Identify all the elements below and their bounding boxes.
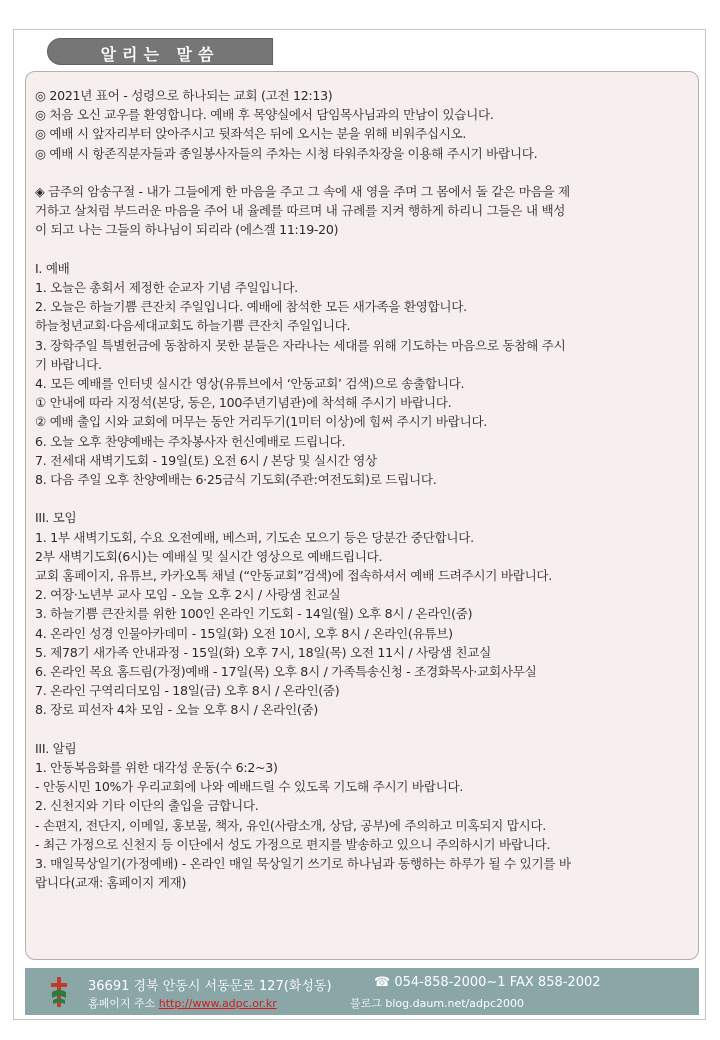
page-title: 알리는 말씀 bbox=[100, 45, 220, 64]
announcement-line: 1. 1부 새벽기도회, 수요 오전예배, 베스퍼, 기도손 모으기 등은 당분간 중단합니다. bbox=[35, 529, 474, 545]
announcement-line: 2부 새벽기도회(6시)는 예배실 및 실시간 영상으로 예배드립니다. bbox=[35, 548, 383, 564]
announcement-line: 2. 신천지와 기타 이단의 출입을 금합니다. bbox=[35, 798, 259, 814]
blank-line bbox=[35, 720, 692, 739]
announcement-line: 랍니다(교재: 홈페이지 게재) bbox=[35, 875, 187, 891]
announcement-line: 6. 온라인 목요 홈드림(가정)예배 - 17일(목) 오후 8시 / 가족특송신청 - 조경화목사·교회사무실 bbox=[35, 664, 537, 680]
announcement-line: 기 바랍니다. bbox=[35, 356, 102, 372]
footer-phone: ☎ 054-858-2000~1 FAX 858-2002 bbox=[374, 975, 601, 990]
announcement-line: III. 모임 bbox=[35, 510, 77, 526]
announcement-line: ◎ 예배 시 항존직분자들과 종일봉사자들의 주차는 시청 타워주차장을 이용해 주시기 바랍니다. bbox=[35, 145, 538, 161]
announcement-line: 하늘청년교회·다음세대교회도 하늘기쁨 큰잔치 주일입니다. bbox=[35, 318, 351, 334]
church-logo-icon bbox=[49, 976, 69, 1008]
announcement-line: ◎ 예배 시 앞자리부터 앉아주시고 뒷좌석은 뒤에 오시는 분을 위해 비워주십시오. bbox=[35, 126, 467, 142]
announcement-line: I. 예배 bbox=[35, 260, 70, 276]
announcement-line: ① 안내에 따라 지정석(본당, 동은, 100주년기념관)에 착석해 주시기 바랍니다. bbox=[35, 395, 452, 411]
announcement-line: 7. 전세대 새벽기도회 - 19일(토) 오전 6시 / 본당 및 실시간 영상 bbox=[35, 452, 377, 468]
announcement-line: - 최근 가정으로 신천지 등 이단에서 성도 가정으로 편지를 발송하고 있으니 주의하시기 바랍니다. bbox=[35, 836, 551, 852]
announcement-line: 교회 홈페이지, 유튜브, 카카오톡 채널 (“안동교회”검색)에 접속하셔서 예배 드려주시기 바랍니다. bbox=[35, 568, 553, 584]
announcement-line: 거하고 살처럼 부드러운 마음을 주어 내 율례를 따르며 내 규례를 지켜 행하게 하리니 그들은 내 백성 bbox=[35, 203, 566, 219]
homepage-link[interactable]: http://www.adpc.or.kr bbox=[158, 997, 277, 1010]
announcement-line: 2. 여장·노년부 교사 모임 - 오늘 오후 2시 / 사랑샘 친교실 bbox=[35, 587, 341, 603]
announcement-line: 5. 제78기 새가족 안내과정 - 15일(화) 오후 7시, 18일(목) 오전 11시 / 사랑샘 친교실 bbox=[35, 644, 491, 660]
announcement-line: 4. 온라인 성경 인물아카데미 - 15일(화) 오전 10시, 오후 8시 / 온라인(유튜브) bbox=[35, 625, 453, 641]
announcement-line: 3. 하늘기쁨 큰잔치를 위한 100인 온라인 기도회 - 14일(월) 오후 8시 / 온라인(줌) bbox=[35, 606, 473, 622]
announcement-line: 8. 다음 주일 오후 찬양예배는 6·25금식 기도회(주관:여전도회)로 드립니다. bbox=[35, 472, 437, 488]
announcement-line: 8. 장로 피선자 4차 모임 - 오늘 오후 8시 / 온라인(줌) bbox=[35, 702, 319, 718]
announcement-line: 1. 안동복음화를 위한 대각성 운동(수 6:2~3) bbox=[35, 760, 278, 776]
footer-homepage-label: 홈페이지 주소 bbox=[88, 997, 156, 1010]
footer bbox=[25, 968, 699, 1015]
announcement-line: 7. 온라인 구역리더모임 - 18일(금) 오후 8시 / 온라인(줌) bbox=[35, 683, 340, 699]
announcement-box bbox=[25, 71, 699, 960]
announcement-line: 3. 매일묵상일기(가정예배) - 온라인 매일 묵상일기 쓰기로 하나님과 동행하는 하루가 될 수 있기를 바 bbox=[35, 856, 571, 872]
announcement-line: - 손편지, 전단지, 이메일, 홍보물, 책자, 유인(사람소개, 상담, 공부)에 주의하고 미혹되지 맙시다. bbox=[35, 817, 546, 833]
announcement-line: 2. 오늘은 하늘기쁨 큰잔치 주일입니다. 예배에 참석한 모든 새가족을 환영합니다. bbox=[35, 299, 467, 315]
announcement-line: 6. 오늘 오후 찬양예배는 주차봉사자 헌신예배로 드립니다. bbox=[35, 433, 346, 449]
blank-line bbox=[35, 240, 692, 259]
blank-line bbox=[35, 163, 692, 182]
announcement-line: ◎ 처음 오신 교우를 환영합니다. 예배 후 목양실에서 담임목사님과의 만남이 있습니다. bbox=[35, 107, 494, 123]
announcement-line: ② 예배 출입 시와 교회에 머무는 동안 거리두기(1미터 이상)에 힘써 주시기 바랍니다. bbox=[35, 414, 488, 430]
blank-line bbox=[35, 489, 692, 508]
section-title-bar bbox=[47, 38, 273, 65]
announcement-line: 4. 모든 예배를 인터넷 실시간 영상(유튜브에서 ‘안동교회’ 검색)으로 송출합니다. bbox=[35, 376, 465, 392]
announcement-line: 3. 장학주일 특별헌금에 동참하지 못한 분들은 자라나는 세대를 위해 기도하는 마음으로 동참해 주시 bbox=[35, 337, 566, 353]
announcement-line: ◎ 2021년 표어 - 성령으로 하나되는 교회 (고전 12:13) bbox=[35, 88, 333, 103]
footer-address: 36691 경북 안동시 서동문로 127(화성동) bbox=[88, 979, 332, 994]
announcement-line: - 안동시민 10%가 우리교회에 나와 예배드릴 수 있도록 기도해 주시기 바랍니다. bbox=[35, 779, 464, 795]
announcement-line: 1. 오늘은 총회서 제정한 순교자 기념 주일입니다. bbox=[35, 280, 298, 295]
announcement-line: III. 알림 bbox=[35, 740, 77, 756]
announcement-line: ◈ 금주의 암송구절 - 내가 그들에게 한 마음을 주고 그 속에 새 영을 주며 그 몸에서 돌 같은 마음을 제 bbox=[35, 184, 570, 199]
announcement-line: 이 되고 나는 그들의 하나님이 되리라 (에스겔 11:19-20) bbox=[35, 222, 339, 238]
footer-blog: 블로그 blog.daum.net/adpc2000 bbox=[350, 997, 525, 1010]
